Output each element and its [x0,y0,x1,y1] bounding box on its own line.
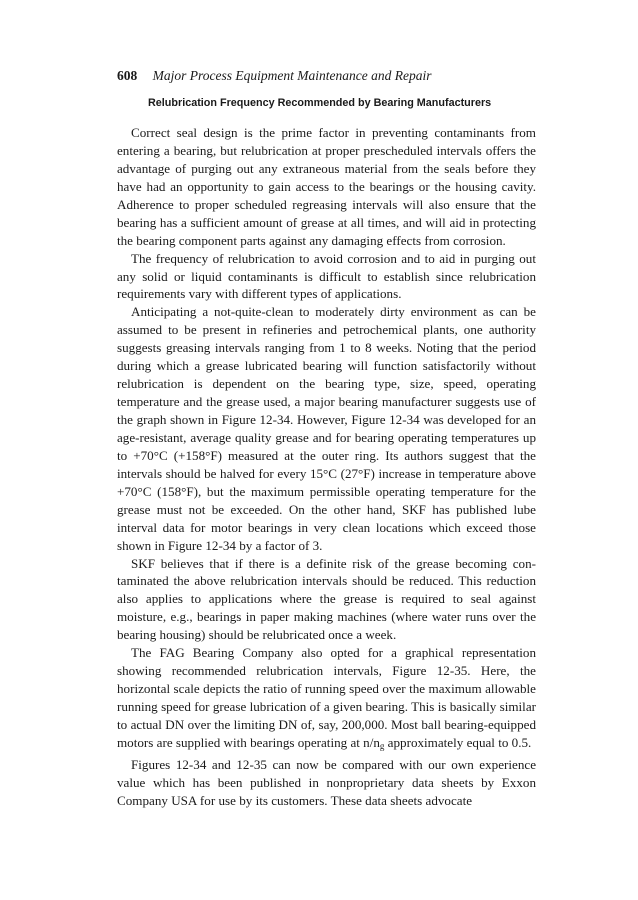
paragraph-fag-bearing-tail: approximately equal to 0.5. [384,734,532,750]
paragraph-fag-bearing-text: The FAG Bearing Company also opted for a graphical representation showing recommended relubrication intervals, Figure 12-35. Here, the horizontal scale depicts the ratio of running speed over the maximum allowable running speed for grease lubrication of a given bearing. This is basically similar to actual DN over the limiting DN of, say, 200,000. Most ball bearing-equipped motors are supplied with bearings operating at n/n [117,645,536,750]
section-heading: Relubrication Frequency Recommended by Bearing Manufacturers [148,97,492,109]
running-head [117,68,431,84]
book-title: Major Process Equipment Maintenance and Repair [152,68,432,83]
body-text [117,124,536,810]
page-number: 608 [117,68,138,83]
paragraph-skf-contamination: SKF believes that if there is a definite risk of the grease becoming contaminated the above relubrication intervals should be reduced. This reduction also applies to applications where the grease is required to seal against moisture, e.g., bearings in paper making machines (where water runs over the bearing housing) should be relubricated once a week. [117,555,536,643]
paragraph-exxon-comparison: Figures 12-34 and 12-35 can now be compared with our own experience value which has been published in nonproprietary data sheets by Exxon Company USA for use by its customers. These data sheets advocate [117,756,536,808]
paragraph-greasing-intervals: Anticipating a not-quite-clean to moderately dirty environment as can be assumed to be present in refineries and petrochemical plants, one authority suggests greasing intervals ranging from 1 to 8 weeks. Noting that the period during which a grease lubricated bearing will function satisfactorily without relubrication is dependent on the bearing type, size, speed, operating temperature and the grease used, a major bearing manufacturer suggests use of the graph shown in Figure 12-34. However, Figure 12-34 was developed for an age-resistant, average quality grease and for bearing operating temperatures up to +70°C (+158°F) measured at the outer ring. Its authors suggest that the intervals should be halved for every 15°C (27°F) increase in temperature above +70°C (158°F), but the maximum permissible operating temperature for the grease must not be exceeded. On the other hand, SKF has published lube interval data for motor bearings in very clean locations which exceed those shown in Figure 12-34 by a factor of 3. [117,304,536,553]
speed-ratio-subscript: g [379,740,385,751]
paragraph-fag-bearing [117,644,536,756]
paragraph-relubrication-frequency: The frequency of relubrication to avoid corrosion and to aid in purging out any solid or liquid contaminants is difficult to establish since relubrication requirements vary with different types of applications. [117,250,536,302]
paragraph-seal-design: Correct seal design is the prime factor in preventing contaminants from entering a bearing, but relubrication at proper prescheduled intervals offers the advantage of purging out any extraneous material from the seals before they have had an opportunity to gain access to the bearings or the housing cavity. Adherence to proper scheduled regreasing intervals will also ensure that the bearing has a sufficient amount of grease at all times, and will aid in protecting the bearing component parts against any damaging effects from corrosion. [117,125,536,248]
